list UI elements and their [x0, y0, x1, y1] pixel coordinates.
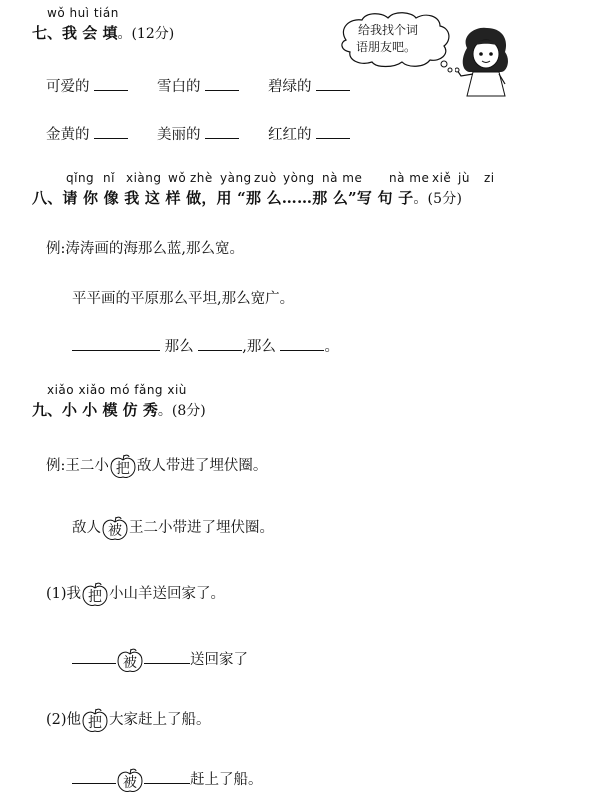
bubble-text-line1: 给我找个词	[358, 23, 419, 37]
s7-title: 七、我 会 填	[32, 24, 118, 42]
s9-q1-blank1[interactable]	[72, 649, 116, 664]
s7-row2-item2: 美丽的	[157, 127, 201, 143]
s9-heading	[32, 399, 206, 420]
s9-example-a	[46, 454, 267, 478]
s8-pinyin-12: zi	[484, 171, 495, 185]
s8-fill-blank2[interactable]	[198, 336, 242, 351]
girl-illustration	[455, 26, 515, 102]
s7-row1-blank1[interactable]	[94, 76, 128, 91]
s7-row2-item3: 红红的	[268, 127, 312, 143]
bubble-text-line2: 语朋友吧。	[356, 40, 417, 54]
s7-row1	[46, 75, 128, 96]
apple-icon	[116, 648, 144, 672]
s8-title: 八、请 你 像 我 这 样 做，用 “那 么……那 么”写 句 子	[32, 189, 414, 207]
s8-pinyin-8: nà me	[322, 171, 363, 185]
s9-title: 九、小 小 模 仿 秀	[32, 401, 158, 419]
s7-row1-blank3[interactable]	[316, 76, 350, 91]
s9-q1-pre: (1)我	[46, 586, 82, 602]
apple-icon	[109, 454, 137, 478]
s9-q1-post: 小山羊送回家了。	[109, 586, 226, 602]
s9-q1-blank2[interactable]	[144, 649, 190, 664]
s8-fill-line	[72, 335, 339, 356]
s9-ex-a-char: 把	[115, 461, 130, 477]
s9-ex-a-pre: 例:王二小	[46, 458, 109, 474]
s8-fill-end: 。	[324, 339, 339, 355]
s8-pinyin-10: xiě	[432, 171, 452, 185]
s8-pinyin-2: xiàng	[126, 171, 162, 185]
s9-pinyin: xiǎo xiǎo mó fǎng xiù	[47, 383, 187, 397]
s9-q2	[46, 708, 211, 732]
s8-pinyin-0: qǐng	[66, 171, 95, 185]
s8-fill-mid2: ,那么	[242, 339, 276, 355]
s7-row1-b	[157, 75, 239, 96]
s8-example2: 平平画的平原那么平坦,那么宽广。	[72, 291, 295, 307]
s9-q2b-char: 被	[123, 775, 137, 791]
s9-q1-char: 把	[88, 589, 103, 605]
s7-row2	[46, 123, 128, 144]
apple-icon	[81, 708, 109, 732]
s8-example1: 例:涛涛画的海那么蓝,那么宽。	[46, 241, 244, 257]
s7-row2-blank2[interactable]	[205, 124, 239, 139]
s9-q1	[46, 582, 225, 606]
s8-pinyin-7: yòng	[283, 171, 315, 185]
s8-fill-blank3[interactable]	[280, 336, 324, 351]
s8-pinyin-3: wǒ	[168, 171, 187, 185]
s8-pinyin-6: zuò	[254, 171, 277, 185]
s8-pinyin-4: zhè	[190, 171, 213, 185]
s9-q1b-char: 被	[123, 655, 137, 671]
s8-fill-blank1[interactable]	[72, 336, 160, 351]
s8-score: 。(5分)	[413, 191, 463, 207]
s7-row2-c	[268, 123, 350, 144]
apple-icon	[116, 768, 144, 792]
s9-q2-post: 大家赶上了船。	[109, 712, 211, 728]
s7-pinyin: wǒ huì tián	[47, 6, 119, 20]
s7-row1-item1: 可爱的	[46, 79, 90, 95]
s9-q2-char: 把	[88, 715, 103, 731]
s8-pinyin-11: jù	[458, 171, 470, 185]
s9-ex-b-post: 王二小带进了埋伏圈。	[129, 520, 274, 536]
s9-q2b-post: 赶上了船。	[190, 772, 263, 788]
apple-icon	[101, 516, 129, 540]
s9-q2-blank2[interactable]	[144, 769, 190, 784]
apple-icon	[81, 582, 109, 606]
s7-row2-blank1[interactable]	[94, 124, 128, 139]
s9-q2-blank1[interactable]	[72, 769, 116, 784]
s7-row1-item2: 雪白的	[157, 79, 201, 95]
s9-ex-b-pre: 敌人	[72, 520, 101, 536]
girl-icon	[455, 26, 515, 98]
s7-score: 。(12分)	[117, 26, 175, 42]
speech-bubble	[336, 10, 456, 74]
s8-heading	[32, 187, 462, 208]
s9-ex-b-char: 被	[108, 523, 122, 539]
s9-q1b-post: 送回家了	[190, 652, 248, 668]
s8-pinyin-1: nǐ	[103, 171, 115, 185]
s9-ex-a-post: 敌人带进了埋伏圈。	[136, 458, 268, 474]
s7-row1-item3: 碧绿的	[268, 79, 312, 95]
s8-fill-mid: 那么	[164, 339, 194, 355]
s7-heading	[32, 22, 174, 43]
s8-pinyin-5: yàng	[220, 171, 252, 185]
s9-score: 。(8分)	[157, 403, 206, 419]
s7-row2-blank3[interactable]	[316, 124, 350, 139]
s9-q2-answer	[72, 768, 263, 792]
s7-row2-item1: 金黄的	[46, 127, 90, 143]
s7-row1-blank2[interactable]	[205, 76, 239, 91]
s7-row2-b	[157, 123, 239, 144]
s9-example-b	[72, 516, 274, 540]
s9-q2-pre: (2)他	[46, 712, 82, 728]
s9-q1-answer	[72, 648, 248, 672]
s7-row1-c	[268, 75, 350, 96]
s8-pinyin-9: nà me	[389, 171, 430, 185]
